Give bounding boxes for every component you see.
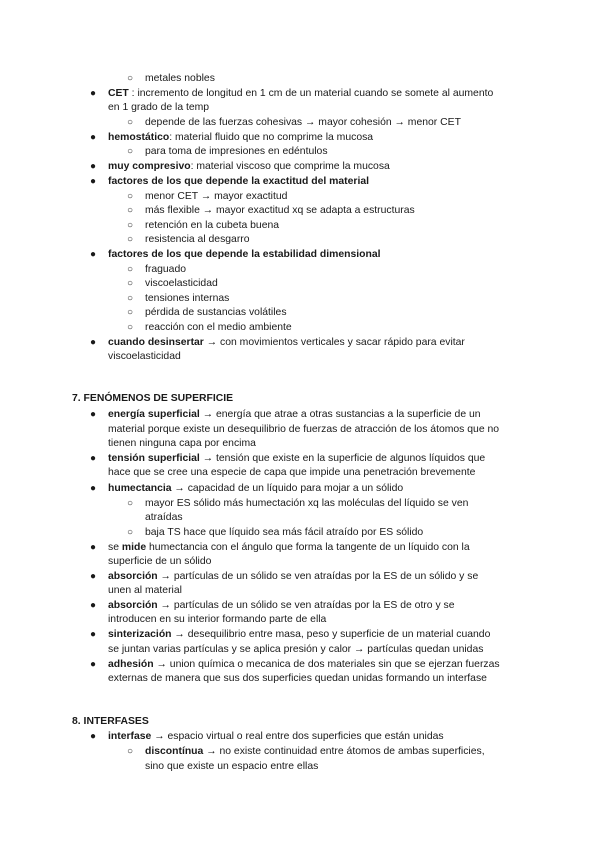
term-humectancia: humectancia <box>108 483 172 494</box>
filled-bullet-icon: ● <box>90 453 97 464</box>
filled-bullet-icon: ● <box>90 731 97 742</box>
list-item: depende de las fuerzas cohesivas → mayor cohesión → menor CET <box>145 117 461 128</box>
hollow-bullet-icon: ○ <box>127 498 134 509</box>
list-item: más flexible → mayor exactitud xq se adapta a estructuras <box>145 205 415 216</box>
hollow-bullet-icon: ○ <box>127 191 134 202</box>
definition-text: → partículas de un sólido se ven atraídas por la ES de un sólido y se <box>157 571 479 582</box>
list-item-continuation: se juntan varias partículas y se aplica presión y calor → partículas quedan unidas <box>108 644 484 655</box>
list-item <box>108 408 481 422</box>
definition-text: : incremento de longitud en 1 cm de un material cuando se somete al aumento <box>128 88 494 99</box>
definition-text: → union química o mecanica de dos materiales sin que se ejerzan fuerzas <box>153 659 500 670</box>
list-item: reacción con el medio ambiente <box>145 322 292 333</box>
definition-text: → energía que atrae a otras sustancias a la superficie de un <box>199 409 481 420</box>
hollow-bullet-icon: ○ <box>127 293 134 304</box>
section-heading-7: 7. FENÓMENOS DE SUPERFICIE <box>72 393 234 404</box>
list-item <box>145 745 485 759</box>
list-item <box>108 730 444 744</box>
term-interfase: interfase <box>108 731 152 742</box>
definition-text: → con movimientos verticales y sacar rápido para evitar <box>203 337 465 348</box>
hollow-bullet-icon: ○ <box>127 220 134 231</box>
term-absorcion: absorción <box>108 600 158 611</box>
hollow-bullet-icon: ○ <box>127 278 134 289</box>
list-item-continuation: unen al material <box>108 585 182 596</box>
hollow-bullet-icon: ○ <box>127 322 134 333</box>
list-item: metales nobles <box>145 73 215 84</box>
term-cet: CET <box>108 88 129 99</box>
list-item-continuation: superficie de un sólido <box>108 556 212 567</box>
term-tension-superficial: tensión superficial <box>108 453 200 464</box>
filled-bullet-icon: ● <box>90 337 97 348</box>
list-item <box>108 160 390 174</box>
list-item: baja TS hace que líquido sea más fácil atraído por ES sólido <box>145 527 424 538</box>
list-heading: factores de los que depende la estabilidad dimensional <box>108 249 381 260</box>
definition-text: → desequilibrio entre masa, peso y superficie de un material cuando <box>171 629 491 640</box>
term-adhesion: adhesión <box>108 659 154 670</box>
hollow-bullet-icon: ○ <box>127 117 134 128</box>
list-item: para toma de impresiones en edéntulos <box>145 146 328 157</box>
hollow-bullet-icon: ○ <box>127 73 134 84</box>
filled-bullet-icon: ● <box>90 600 97 611</box>
hollow-bullet-icon: ○ <box>127 264 134 275</box>
hollow-bullet-icon: ○ <box>127 234 134 245</box>
list-item <box>108 482 403 496</box>
list-item: retención en la cubeta buena <box>145 220 280 231</box>
definition-text: → partículas de un sólido se ven atraídas por la ES de otro y se <box>157 600 455 611</box>
term-absorcion: absorción <box>108 571 158 582</box>
list-item: pérdida de sustancias volátiles <box>145 307 287 318</box>
definition-text: : material fluido que no comprime la mucosa <box>169 132 374 143</box>
list-item: tensiones internas <box>145 293 230 304</box>
list-item <box>108 599 455 613</box>
filled-bullet-icon: ● <box>90 542 97 553</box>
definition-text: → espacio virtual o real entre dos superficies que están unidas <box>151 731 444 742</box>
filled-bullet-icon: ● <box>90 249 97 260</box>
list-item <box>108 336 465 350</box>
filled-bullet-icon: ● <box>90 629 97 640</box>
definition-text: humectancia con el ángulo que forma la tangente de un líquido con la <box>146 542 470 553</box>
list-item: menor CET → mayor exactitud <box>145 191 288 202</box>
list-heading: factores de los que depende la exactitud del material <box>108 176 370 187</box>
filled-bullet-icon: ● <box>90 659 97 670</box>
list-item-continuation: hace que se cree una especie de capa que impide una penetración brevemente <box>108 467 476 478</box>
hollow-bullet-icon: ○ <box>127 307 134 318</box>
definition-text: se <box>108 542 122 553</box>
term-discontinua: discontínua <box>145 746 204 757</box>
list-item-continuation: introducen en su interior formando parte de ella <box>108 614 327 625</box>
definition-text: → tensión que existe en la superficie de algunos líquidos que <box>199 453 486 464</box>
term-cuando-desinsertar: cuando desinsertar <box>108 337 204 348</box>
hollow-bullet-icon: ○ <box>127 205 134 216</box>
filled-bullet-icon: ● <box>90 176 97 187</box>
list-item-continuation: atraídas <box>145 512 183 523</box>
term-hemostatico: hemostático <box>108 132 170 143</box>
term-muy-compresivo: muy compresivo <box>108 161 191 172</box>
list-item-continuation: sino que existe un espacio entre ellas <box>145 761 319 772</box>
list-item-continuation: material porque existe un desequilibrio de fuerzas de atracción de los átomos que no <box>108 424 500 435</box>
filled-bullet-icon: ● <box>90 409 97 420</box>
list-item <box>108 131 373 145</box>
filled-bullet-icon: ● <box>90 132 97 143</box>
term-energia-superficial: energía superficial <box>108 409 200 420</box>
list-item <box>108 628 490 642</box>
list-item-continuation: en 1 grado de la temp <box>108 102 210 113</box>
list-item <box>108 452 485 466</box>
filled-bullet-icon: ● <box>90 88 97 99</box>
list-item-continuation: externas de manera que sus dos superficies quedan unidas formando un interfase <box>108 673 487 684</box>
term-sinterizacion: sinterización <box>108 629 172 640</box>
term-mide: mide <box>121 542 147 553</box>
list-item: mayor ES sólido más humectación xq las moléculas del líquido se ven <box>145 498 469 509</box>
hollow-bullet-icon: ○ <box>127 527 134 538</box>
list-item <box>108 658 500 672</box>
list-item: viscoelasticidad <box>145 278 218 289</box>
filled-bullet-icon: ● <box>90 161 97 172</box>
list-item: fraguado <box>145 264 187 275</box>
list-item <box>108 541 470 555</box>
definition-text: → no existe continuidad entre átomos de ambas superficies, <box>203 746 485 757</box>
list-item <box>108 570 478 584</box>
filled-bullet-icon: ● <box>90 483 97 494</box>
hollow-bullet-icon: ○ <box>127 746 134 757</box>
list-item-continuation: viscoelasticidad <box>108 351 181 362</box>
definition-text: : material viscoso que comprime la mucosa <box>190 161 390 172</box>
list-item <box>108 87 493 101</box>
section-heading-8: 8. INTERFASES <box>72 716 149 727</box>
hollow-bullet-icon: ○ <box>127 146 134 157</box>
filled-bullet-icon: ● <box>90 571 97 582</box>
list-item-continuation: tienen ninguna capa por encima <box>108 438 256 449</box>
list-item: resistencia al desgarro <box>145 234 250 245</box>
definition-text: → capacidad de un líquido para mojar a un sólido <box>171 483 404 494</box>
